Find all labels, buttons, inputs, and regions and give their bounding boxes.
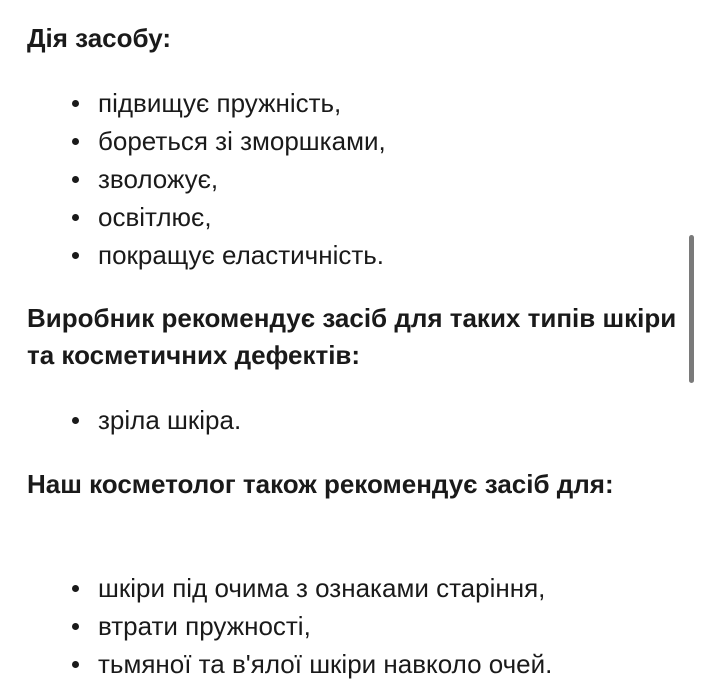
- bullet-icon: [72, 138, 79, 145]
- list-item-text: тьмяної та в'ялої шкіри навколо очей.: [98, 649, 553, 679]
- vertical-scrollbar[interactable]: [689, 235, 694, 383]
- list-item-text: зріла шкіра.: [98, 405, 242, 435]
- cosmetologist-list: [27, 569, 677, 683]
- action-list: [27, 84, 677, 274]
- section-heading-cosmetologist: Наш косметолог також рекомендує засіб для:: [27, 469, 614, 499]
- list-item-text: бореться зі зморшками,: [98, 126, 386, 156]
- list-item: [27, 198, 677, 236]
- bullet-icon: [72, 252, 79, 259]
- list-item: [27, 122, 677, 160]
- bullet-icon: [72, 417, 79, 424]
- section-heading-manufacturer: Виробник рекомендує засіб для таких типів шкіри та косметичних дефектів:: [27, 303, 677, 370]
- list-item: [27, 607, 677, 645]
- bullet-icon: [72, 623, 79, 630]
- bullet-icon: [72, 176, 79, 183]
- list-item-text: зволожує,: [98, 164, 219, 194]
- bullet-icon: [72, 585, 79, 592]
- section-heading-action: Дія засобу:: [27, 23, 172, 53]
- list-item: [27, 236, 677, 274]
- list-item-text: шкіри під очима з ознаками старіння,: [98, 573, 546, 603]
- bullet-icon: [72, 661, 79, 668]
- list-item: [27, 84, 677, 122]
- bullet-icon: [72, 100, 79, 107]
- list-item-text: підвищує пружність,: [98, 88, 342, 118]
- list-item-text: покращує еластичність.: [98, 240, 385, 270]
- list-item: [27, 160, 677, 198]
- manufacturer-list: [27, 401, 677, 439]
- list-item: [27, 569, 677, 607]
- list-item: [27, 645, 677, 683]
- list-item-text: втрати пружності,: [98, 611, 311, 641]
- list-item: [27, 401, 677, 439]
- list-item-text: освітлює,: [98, 202, 212, 232]
- bullet-icon: [72, 214, 79, 221]
